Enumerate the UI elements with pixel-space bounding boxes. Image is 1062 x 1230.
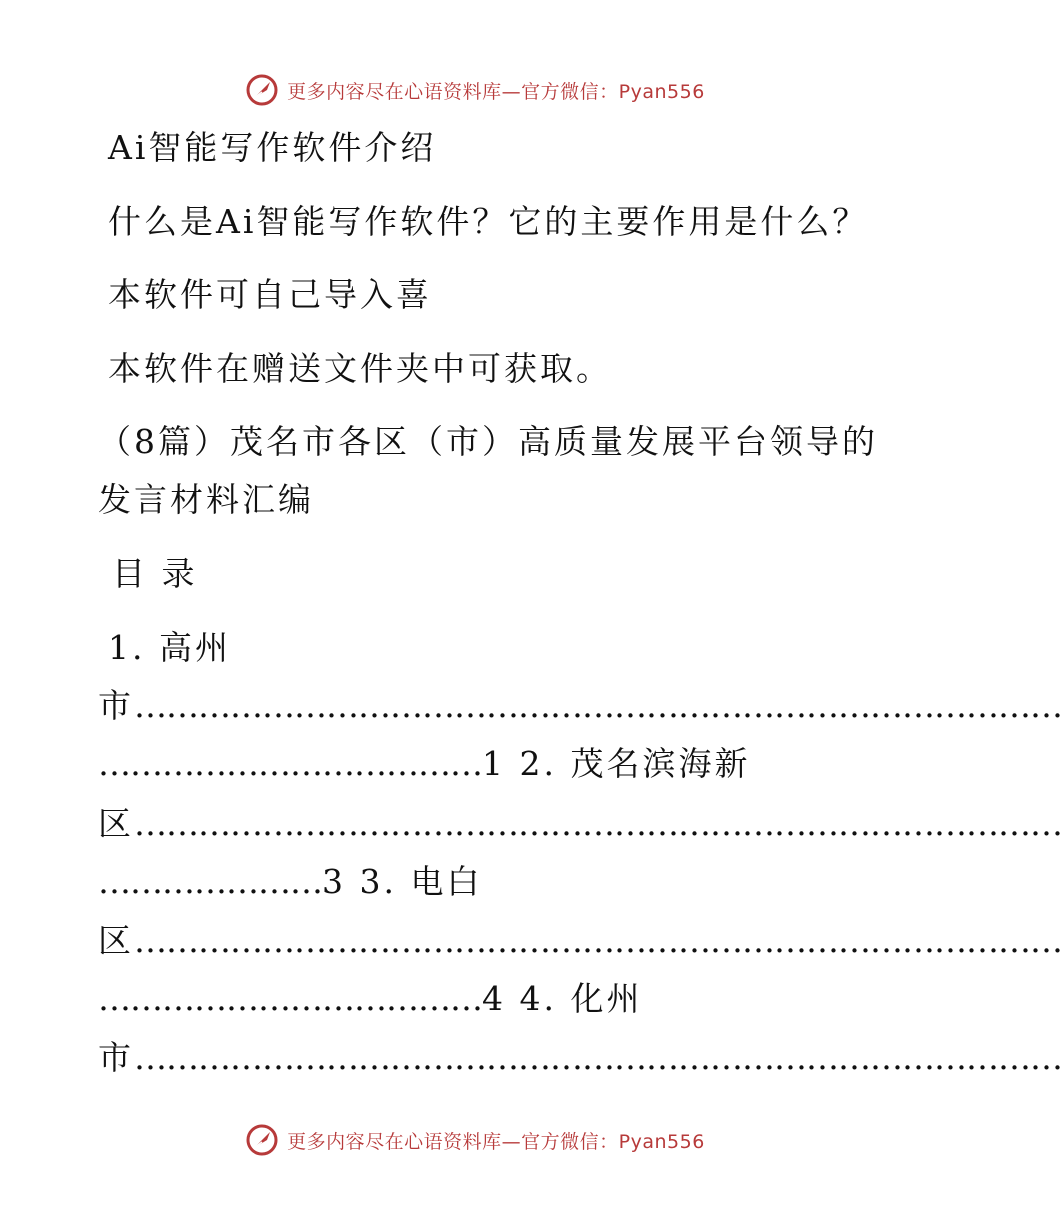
feather-pen-icon [245, 73, 279, 107]
toc-leader-row: 区…………………………………………………………………………… [98, 804, 1062, 843]
toc-leader-row: ………………………………1 2. 茂名滨海新 [98, 744, 751, 783]
toc-leader-row: 市…………………………………………………………………………… [98, 1038, 1062, 1077]
toc-leader-row: 区…………………………………………………………………………… [98, 921, 1062, 960]
watermark-text: 更多内容尽在心语资料库—官方微信：Pyan556 [287, 1130, 705, 1153]
toc-entry: 1. 高州 [108, 628, 231, 667]
toc-leader-row: ………………………………4 4. 化州 [98, 979, 643, 1018]
text-line: 本软件可自己导入喜 [108, 275, 432, 314]
watermark-text: 更多内容尽在心语资料库—官方微信：Pyan556 [287, 80, 705, 103]
question-line: 什么是Ai智能写作软件？它的主要作用是什么？ [108, 202, 869, 241]
toc-heading: 目 录 [112, 554, 198, 593]
document-title: Ai智能写作软件介绍 [108, 128, 437, 167]
feather-pen-icon [245, 1123, 279, 1157]
compilation-title: （8篇）茂名市各区（市）高质量发展平台领导的 [98, 422, 878, 461]
toc-leader-row: …………………3 3. 电白 [98, 862, 483, 901]
toc-leader-row: 市…………………………………………………………………………… [98, 686, 1062, 725]
text-line: 本软件在赠送文件夹中可获取。 [108, 349, 612, 388]
header-watermark [0, 70, 950, 110]
footer-watermark [0, 1120, 950, 1160]
compilation-title-cont: 发言材料汇编 [98, 480, 314, 519]
